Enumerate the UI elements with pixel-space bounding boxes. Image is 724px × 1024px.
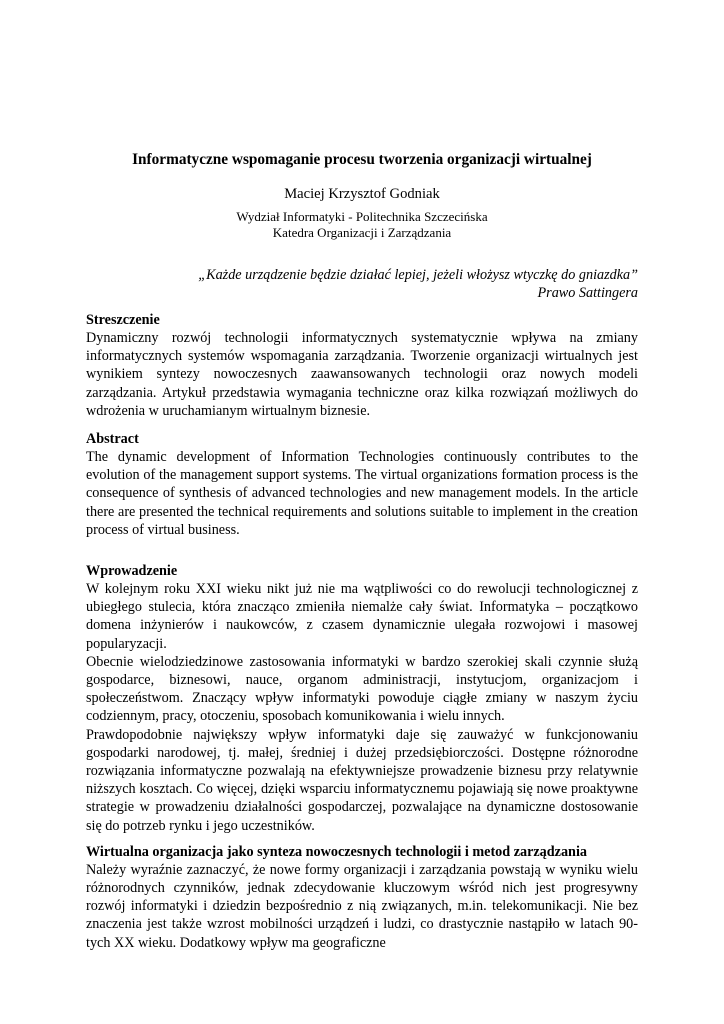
motto-quote: „Każde urządzenie będzie działać lepiej, jeżeli włożysz wtyczkę do gniazdka” [198,267,638,283]
affiliation-line-2: Katedra Organizacji i Zarządzania [272,225,452,240]
affiliation [86,209,638,241]
section-wprowadzenie [86,562,638,835]
section-wirtualna-organizacja [86,843,638,952]
paper-title: Informatyczne wspomaganie procesu tworzenia organizacji wirtualnej [132,151,592,168]
section-paragraph: W kolejnym roku XXI wieku nikt już nie ma wątpliwości co do rewolucji technologicznej z ubiegłego stulecia, która znacząco zmieniła niemalże cały świat. Informatyka – początkowo domena inżynierów i naukowców, z czasem dynamicznie ulegała rozwojowi i masowej popularyzacji. [86,581,638,652]
document-page [86,150,638,952]
section-heading: Wprowadzenie [86,563,178,580]
section-abstract [86,430,638,539]
affiliation-line-1: Wydział Informatyki - Politechnika Szczecińska [236,209,488,224]
section-paragraph: Obecnie wielodziedzinowe zastosowania informatyki w bardzo szerokiej skali czynnie służą gospodarce, biznesowi, nauce, organom administracji, instytucjom, organizacjom i społeczeństwom. Znaczący wpływ informatyki powoduje ciągłe zmiany w naszym życiu codziennym, pracy, otoczeniu, sposobach komunikowania i wielu innych. [86,653,638,725]
section-streszczenie [86,311,638,420]
section-heading: Wirtualna organizacja jako synteza nowoczesnych technologii i metod zarządzania [86,843,587,860]
section-paragraph: Prawdopodobnie największy wpływ informatyki daje się zauważyć w funkcjonowaniu gospodarki narodowej, tj. małej, średniej i dużej przedsiębiorczości. Dostępne różnorodne rozwiązania informatyczne pozwalają na efektywniejsze prowadzenie biznesu przy relatywnie niższych kosztach. Co więcej, dzięki wsparciu informatycznemu pojawiają się nowe proaktywne strategie w prowadzeniu działalności gospodarczej, pozwalające na dynamiczne dostosowanie się do potrzeb rynku i jego uczestników. [86,726,638,834]
author-name: Maciej Krzysztof Godniak [284,186,440,202]
motto-source: Prawo Sattingera [537,285,638,301]
section-paragraph: The dynamic development of Information Technologies continuously contributes to the evolution of the management support systems. The virtual organizations formation process is the consequence of synthesis of advanced technologies and new management models. In the article there are presented the technical requirements and solutions suitable to implement in the creation process of virtual business. [86,449,638,538]
section-heading: Abstract [86,431,139,448]
section-paragraph: Dynamiczny rozwój technologii informatycznych systematycznie wpływa na zmiany informatycznych systemów wspomagania zarządzania. Tworzenie organizacji wirtualnych jest wynikiem syntezy nowoczesnych zaawansowanych technologii oraz nowych modeli zarządzania. Artykuł przedstawia wymagania techniczne oraz kilka rozwiązań możliwych do wdrożenia w uruchamianym wirtualnym biznesie. [86,330,638,419]
motto [86,266,638,302]
section-heading: Streszczenie [86,312,160,328]
section-paragraph: Należy wyraźnie zaznaczyć, że nowe formy organizacji i zarządzania powstają w wyniku wielu różnorodnych czynników, jednak zdecydowanie kluczowym wśród nich jest progresywny rozwój informatyki i dziedzin bezpośrednio z nią związanych, m.in. telekomunikacji. Nie bez znaczenia jest także wzrost mobilności urządzeń i ludzi, co drastycznie nastąpiło w latach 90-tych XX wieku. Dodatkowy wpływ ma geograficzne [86,861,638,951]
